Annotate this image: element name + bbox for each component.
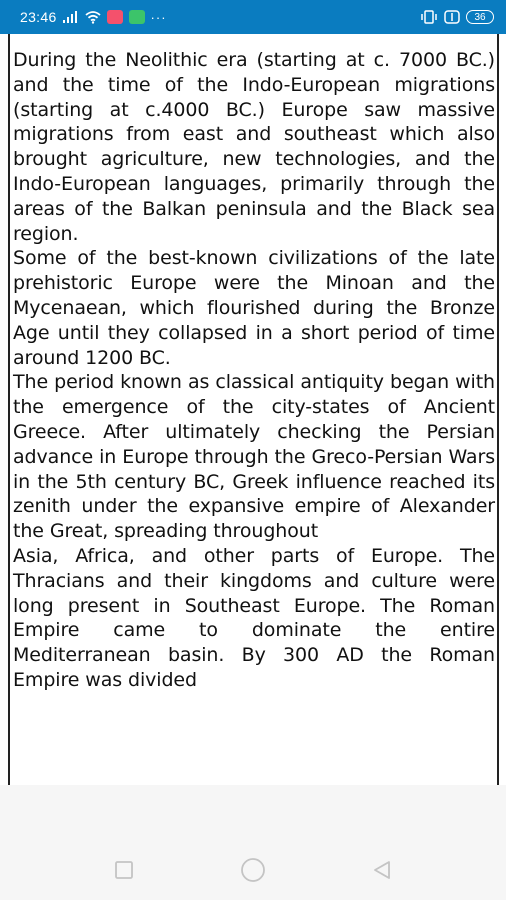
article-paragraph: Some of the best-known civilizations of the late prehistoric Europe were the Minoan and the Mycenaean, which flourished during the Bronze Age until they collapsed in a short period of time around 1200 BC. [13, 247, 495, 369]
navigation-bar [0, 840, 506, 900]
home-circle-icon[interactable] [236, 853, 270, 887]
signal-icon [63, 11, 79, 23]
recents-square-icon[interactable] [107, 853, 141, 887]
status-bar-left [20, 9, 167, 25]
app-notification-icon [107, 10, 123, 24]
article-frame[interactable] [8, 34, 499, 785]
status-bar-right [420, 10, 494, 24]
wifi-icon [85, 11, 101, 24]
bottom-area [0, 785, 506, 900]
battery-icon [466, 10, 494, 24]
app-notification-icon [129, 10, 145, 24]
data-icon [444, 10, 460, 24]
vibrate-icon [420, 10, 438, 24]
article-paragraph: During the Neolithic era (starting at c. 7000 BC.) and the time of the Indo-European migrations (starting at c.4000 BC.) Europe saw massive migrations from east and southeast which also brought agriculture, new technologies, and the Indo-European languages, primarily through the areas of the Balkan peninsula and the Black sea region. [13, 49, 495, 245]
status-time: 23:46 [20, 9, 57, 25]
article-paragraph: Asia, Africa, and other parts of Europe. The Thracians and their kingdoms and culture were long present in Southeast Europe. The Roman Empire came to dominate the entire Mediterranean basin. By 300 AD the Roman Empire was divided [13, 544, 495, 691]
article-content [10, 34, 497, 693]
back-triangle-icon[interactable] [365, 853, 399, 887]
article-paragraph: The period known as classical antiquity began with the emergence of the city-states of Ancient Greece. After ultimately checking the Persian advance in Europe through the Greco-Persian Wars in the 5th century BC, Greek influence reached its zenith under the expansive empire of Alexander the Great, spreading throughout [13, 371, 495, 543]
status-bar [0, 0, 506, 34]
more-notifications-icon: ··· [150, 9, 167, 25]
battery-level: 36 [474, 11, 486, 23]
